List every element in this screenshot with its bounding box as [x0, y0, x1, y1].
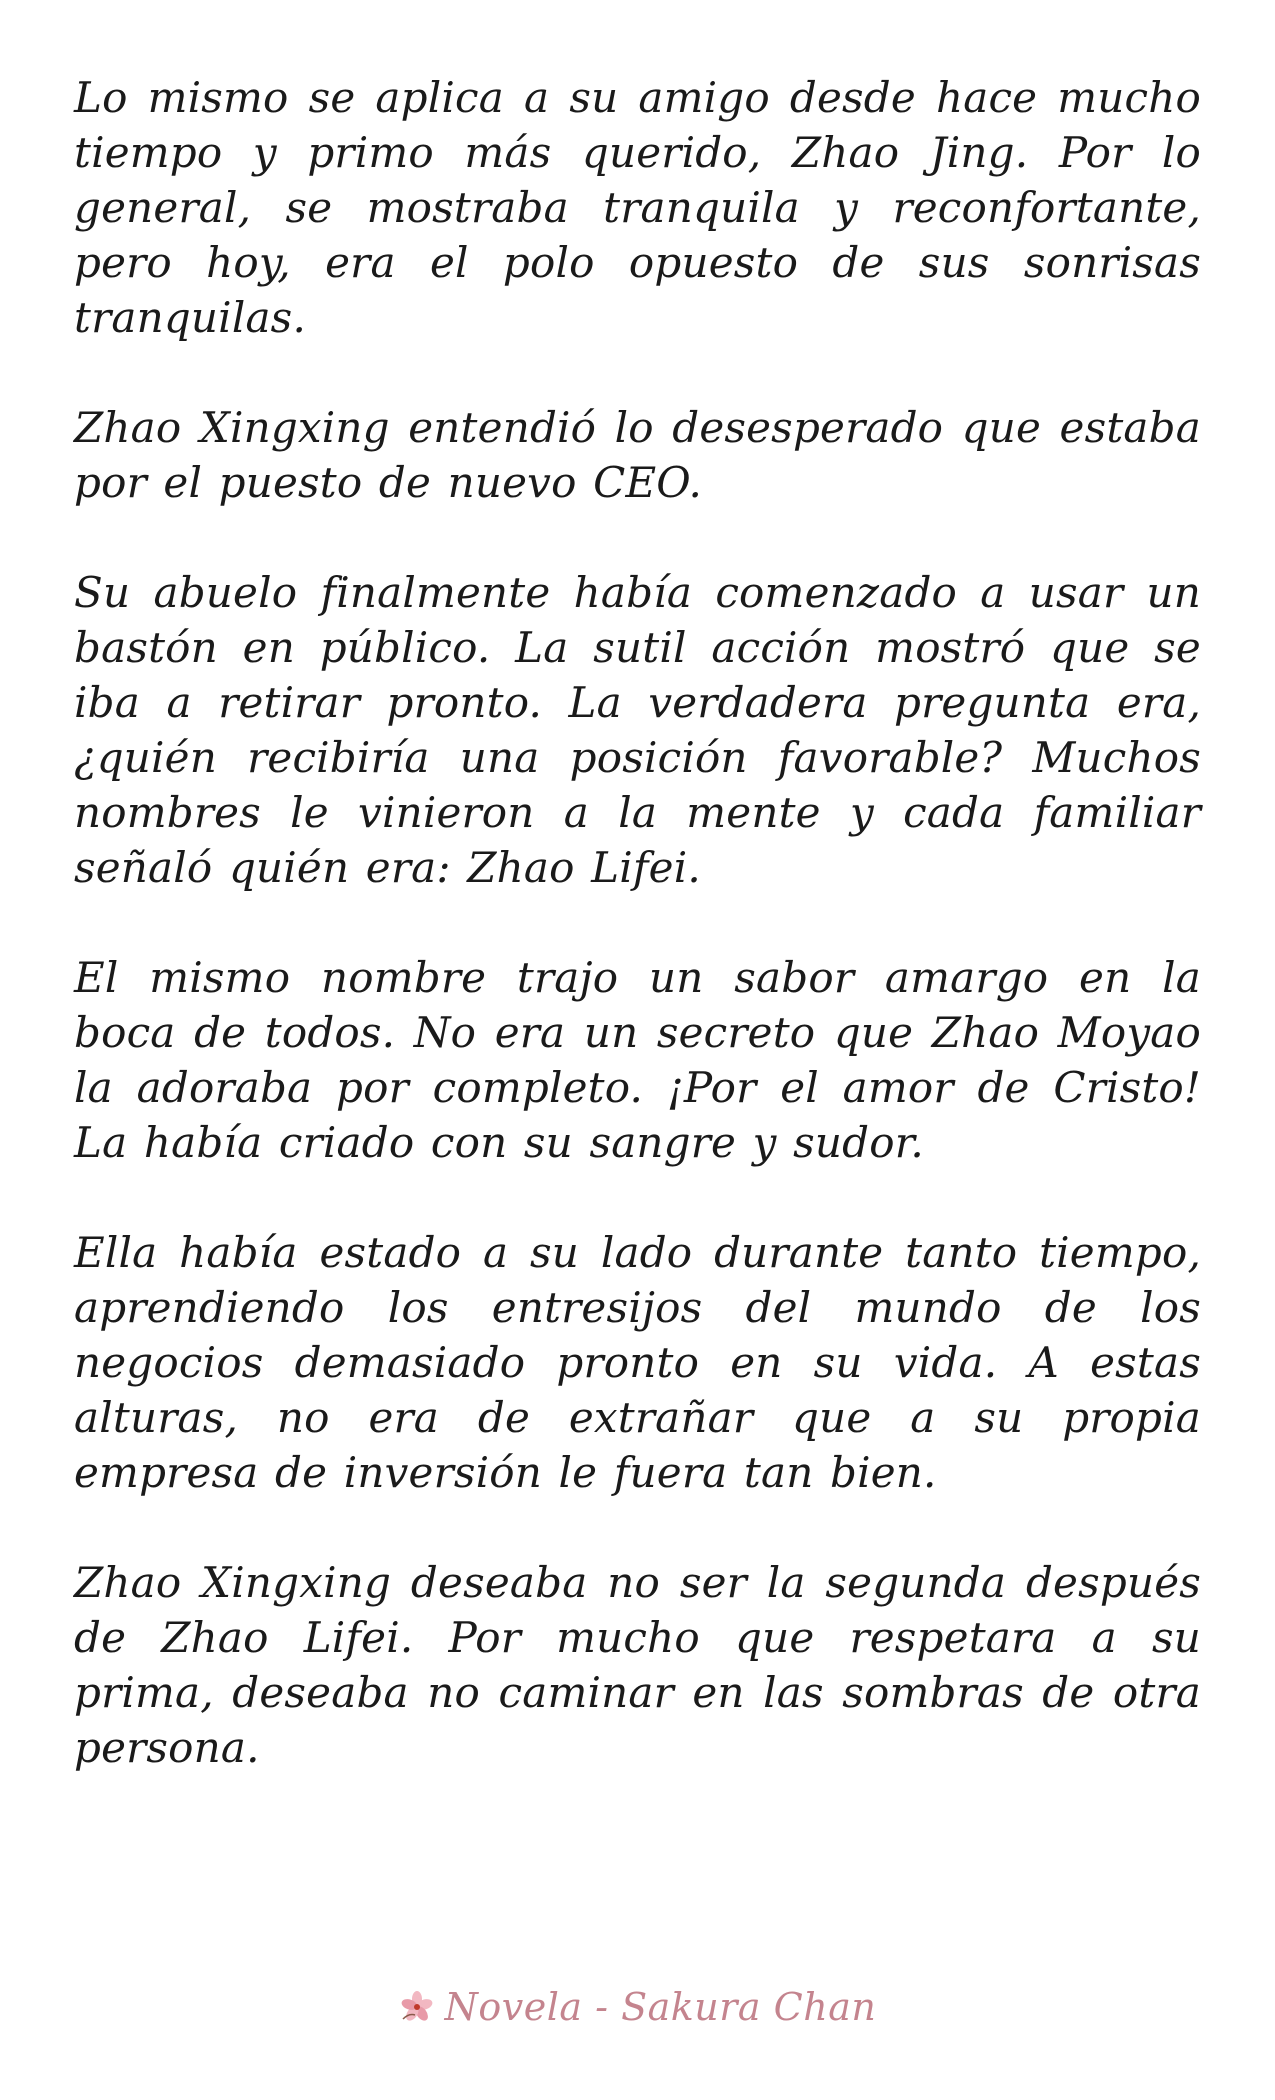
paragraph: Lo mismo se aplica a su amigo desde hace mucho tiempo y primo más querido, Zhao Jing. Por lo general, se mostraba tranquila y reconfortante, pero hoy, era el polo opuesto de sus sonrisas tranquilas. — [74, 73, 1201, 342]
paragraph: El mismo nombre trajo un sabor amargo en la boca de todos. No era un secreto que Zhao Moyao la adoraba por completo. ¡Por el amor de Cristo! La había criado con su sangre y sudor. — [74, 953, 1201, 1167]
paragraph: Zhao Xingxing entendió lo desesperado que estaba por el puesto de nuevo CEO. — [74, 403, 1201, 507]
sakura-flower-icon — [399, 1989, 435, 2025]
watermark — [0, 1977, 1275, 2037]
story-text — [74, 70, 1201, 1830]
paragraph: Ella había estado a su lado durante tanto tiempo, aprendiendo los entresijos del mundo de los negocios demasiado pronto en su vida. A estas alturas, no era de extrañar que a su propia empresa de inversión le fuera tan bien. — [74, 1228, 1201, 1497]
watermark-text: Novela - Sakura Chan — [444, 1985, 877, 2029]
paragraph: Zhao Xingxing deseaba no ser la segunda después de Zhao Lifei. Por mucho que respetara a su prima, deseaba no caminar en las sombras de otra persona. — [74, 1558, 1201, 1772]
paragraph: Su abuelo finalmente había comenzado a usar un bastón en público. La sutil acción mostró que se iba a retirar pronto. La verdadera pregunta era, ¿quién recibiría una posición favorable? Muchos nombres le vinieron a la mente y cada familiar señaló quién era: Zhao Lifei. — [74, 568, 1201, 892]
